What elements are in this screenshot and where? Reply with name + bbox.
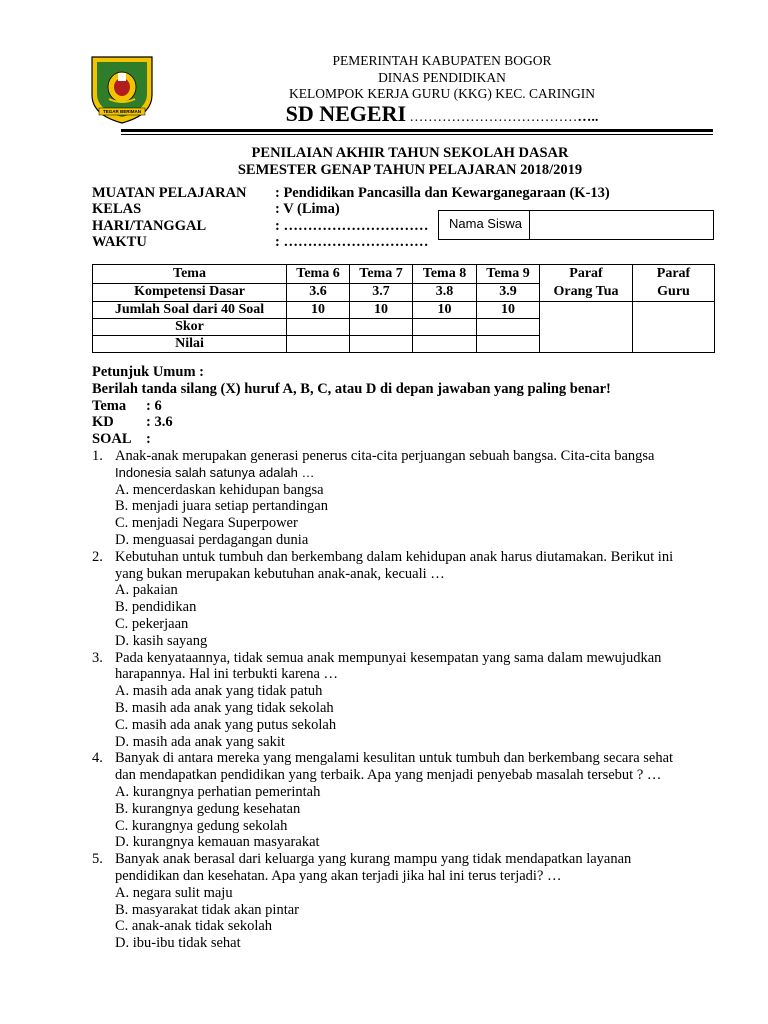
question-5 xyxy=(92,851,732,952)
cell-jumlah-4: 10 xyxy=(477,302,540,319)
cell-nilai-4[interactable] xyxy=(477,336,540,353)
header-government: PEMERINTAH KABUPATEN BOGOR xyxy=(332,53,552,68)
soal-label: SOAL xyxy=(92,431,132,448)
option-a[interactable]: A. masih ada anak yang tidak patuh xyxy=(115,683,323,700)
student-name-label: Nama Siswa xyxy=(439,211,530,239)
cell-kd-2: 3.7 xyxy=(350,283,413,302)
cell-jumlah-3: 10 xyxy=(413,302,477,319)
option-a[interactable]: A. pakaian xyxy=(115,582,178,599)
cell-tema-6: Tema 6 xyxy=(287,265,350,284)
option-a[interactable]: A. negara sulit maju xyxy=(115,884,233,901)
paraf-guru-field[interactable] xyxy=(633,302,715,353)
tema-label: Tema xyxy=(92,397,127,414)
school-name: SD NEGERI xyxy=(285,101,407,126)
paraf-guru-line1: Paraf xyxy=(656,266,691,281)
question-text-line1: Kebutuhan untuk tumbuh dan berkembang dalam kehidupan anak harus diutamakan. Berikut ini xyxy=(115,548,674,565)
question-text-line2: Indonesia salah satunya adalah … xyxy=(115,464,315,480)
paraf-orang-tua-header xyxy=(540,265,633,302)
cell-kd-1: 3.6 xyxy=(287,283,350,302)
cell-nilai-1[interactable] xyxy=(287,336,350,353)
option-c[interactable]: C. menjadi Negara Superpower xyxy=(115,515,298,532)
option-a[interactable]: A. kurangnya perhatian pemerintah xyxy=(115,783,321,800)
cell-skor-4[interactable] xyxy=(477,319,540,336)
student-name-field[interactable] xyxy=(531,211,713,239)
cell-skor-2[interactable] xyxy=(350,319,413,336)
paraf-guru-line2: Guru xyxy=(657,284,690,299)
meta-time xyxy=(92,234,428,251)
instructions-heading: Petunjuk Umum : xyxy=(92,364,204,380)
exam-body xyxy=(92,364,732,952)
question-text-line1: Pada kenyataannya, tidak semua anak mempunyai kesempatan yang sama dalam mewujudkan xyxy=(115,649,662,666)
option-c[interactable]: C. kurangnya gedung sekolah xyxy=(115,817,288,834)
option-d[interactable]: D. ibu-ibu tidak sehat xyxy=(115,935,241,952)
option-b[interactable]: B. menjadi juara setiap pertandingan xyxy=(115,498,328,515)
header-divider-thin xyxy=(121,134,713,135)
row-label-skor: Skor xyxy=(93,319,287,336)
header-divider-thick xyxy=(121,129,713,132)
question-number: 4. xyxy=(92,750,103,767)
paraf-orang-tua-line1: Paraf xyxy=(569,266,603,281)
option-d[interactable]: D. kasih sayang xyxy=(115,632,208,649)
cell-nilai-3[interactable] xyxy=(413,336,477,353)
question-text-line1: Anak-anak merupakan generasi penerus cita-cita perjuangan sebuah bangsa. Cita-cita bangsa xyxy=(115,447,655,464)
option-c[interactable]: C. masih ada anak yang putus sekolah xyxy=(115,716,337,733)
meta-class-label: KELAS xyxy=(92,201,142,217)
student-name-box xyxy=(438,210,714,240)
kd-line xyxy=(92,414,732,431)
cell-tema-9: Tema 9 xyxy=(477,265,540,284)
option-b[interactable]: B. masih ada anak yang tidak sekolah xyxy=(115,699,334,716)
question-text-line2: pendidikan dan kesehatan. Apa yang akan terjadi jika hal ini terus terjadi? … xyxy=(115,867,562,884)
row-label-tema: Tema xyxy=(93,265,287,284)
cell-jumlah-2: 10 xyxy=(350,302,413,319)
option-d[interactable]: D. menguasai perdagangan dunia xyxy=(115,531,309,548)
question-1 xyxy=(92,448,732,549)
header-school xyxy=(58,102,768,130)
cell-kd-4: 3.9 xyxy=(477,283,540,302)
header-kkg: KELOMPOK KERJA GURU (KKG) KEC. CARINGIN xyxy=(289,86,595,101)
cell-kd-3: 3.8 xyxy=(413,283,477,302)
tema-value: : 6 xyxy=(146,397,162,414)
paraf-orang-tua-line2: Orang Tua xyxy=(553,284,619,299)
meta-date xyxy=(92,218,428,235)
tema-line xyxy=(92,398,732,415)
meta-time-value: : ………………………… xyxy=(275,234,429,250)
exam-semester: SEMESTER GENAP TAHUN PELAJARAN 2018/2019 xyxy=(237,162,583,178)
meta-class xyxy=(92,201,340,218)
soal-value: : xyxy=(146,431,151,448)
question-number: 3. xyxy=(92,649,103,666)
option-d[interactable]: D. masih ada anak yang sakit xyxy=(115,733,285,750)
meta-subject-label: MUATAN PELAJARAN xyxy=(92,185,247,201)
question-number: 1. xyxy=(92,447,103,464)
option-a[interactable]: A. mencerdaskan kehidupan bangsa xyxy=(115,481,324,498)
meta-date-value: : ………………………… xyxy=(275,218,429,234)
row-label-nilai: Nilai xyxy=(93,336,287,353)
kd-value: : 3.6 xyxy=(146,414,173,431)
cell-tema-8: Tema 8 xyxy=(413,265,477,284)
school-name-dots: ……………………………… xyxy=(409,110,578,125)
paraf-guru-header xyxy=(633,265,715,302)
question-text-line2: dan mendapatkan pendidikan yang terbaik. Apa yang menjadi penyebab masalah tersebut ? … xyxy=(115,767,662,784)
cell-tema-7: Tema 7 xyxy=(350,265,413,284)
row-label-jumlah: Jumlah Soal dari 40 Soal xyxy=(93,302,287,319)
kd-label: KD xyxy=(92,414,114,431)
soal-line xyxy=(92,431,732,448)
meta-class-value: : V (Lima) xyxy=(275,201,340,217)
question-number: 2. xyxy=(92,548,103,565)
header-department: DINAS PENDIDIKAN xyxy=(378,70,506,85)
option-b[interactable]: B. pendidikan xyxy=(115,599,197,616)
cell-nilai-2[interactable] xyxy=(350,336,413,353)
option-b[interactable]: B. masyarakat tidak akan pintar xyxy=(115,901,300,918)
meta-subject xyxy=(92,185,610,202)
cell-jumlah-1: 10 xyxy=(287,302,350,319)
school-name-dots-end: ….. xyxy=(577,110,599,125)
table-row-tema xyxy=(93,265,715,284)
meta-time-label: WAKTU xyxy=(92,234,147,250)
cell-skor-1[interactable] xyxy=(287,319,350,336)
question-2 xyxy=(92,549,732,650)
row-label-kd: Kompetensi Dasar xyxy=(93,283,287,302)
exam-title: PENILAIAN AKHIR TAHUN SEKOLAH DASAR xyxy=(251,145,569,161)
cell-skor-3[interactable] xyxy=(413,319,477,336)
option-b[interactable]: B. kurangnya gedung kesehatan xyxy=(115,800,301,817)
meta-date-label: HARI/TANGGAL xyxy=(92,218,207,234)
paraf-orang-tua-field[interactable] xyxy=(540,302,633,353)
option-c[interactable]: C. anak-anak tidak sekolah xyxy=(115,918,273,935)
question-text-line2: yang bukan merupakan kebutuhan anak-anak, kecuali … xyxy=(115,565,445,582)
table-row-jumlah xyxy=(93,302,715,319)
score-table xyxy=(92,264,715,353)
question-text-line1: Banyak anak berasal dari keluarga yang kurang mampu yang tidak mendapatkan layanan xyxy=(115,851,632,868)
option-d[interactable]: D. kurangnya kemauan masyarakat xyxy=(115,834,320,851)
question-number: 5. xyxy=(92,851,103,868)
option-c[interactable]: C. pekerjaan xyxy=(115,615,189,632)
question-4 xyxy=(92,750,732,851)
question-3 xyxy=(92,650,732,751)
question-text-line1: Banyak di antara mereka yang mengalami kesulitan untuk tumbuh dan berkembang secara sehat xyxy=(115,750,674,767)
logo-motto: TEGAR BERIMAN xyxy=(103,109,141,114)
instructions-text: Berilah tanda silang (X) huruf A, B, C, atau D di depan jawaban yang paling benar! xyxy=(92,380,611,397)
meta-subject-value: : Pendidikan Pancasilla dan Kewarganegaraan (K-13) xyxy=(275,185,610,201)
question-text-line2: harapannya. Hal ini terbukti karena … xyxy=(115,666,339,683)
